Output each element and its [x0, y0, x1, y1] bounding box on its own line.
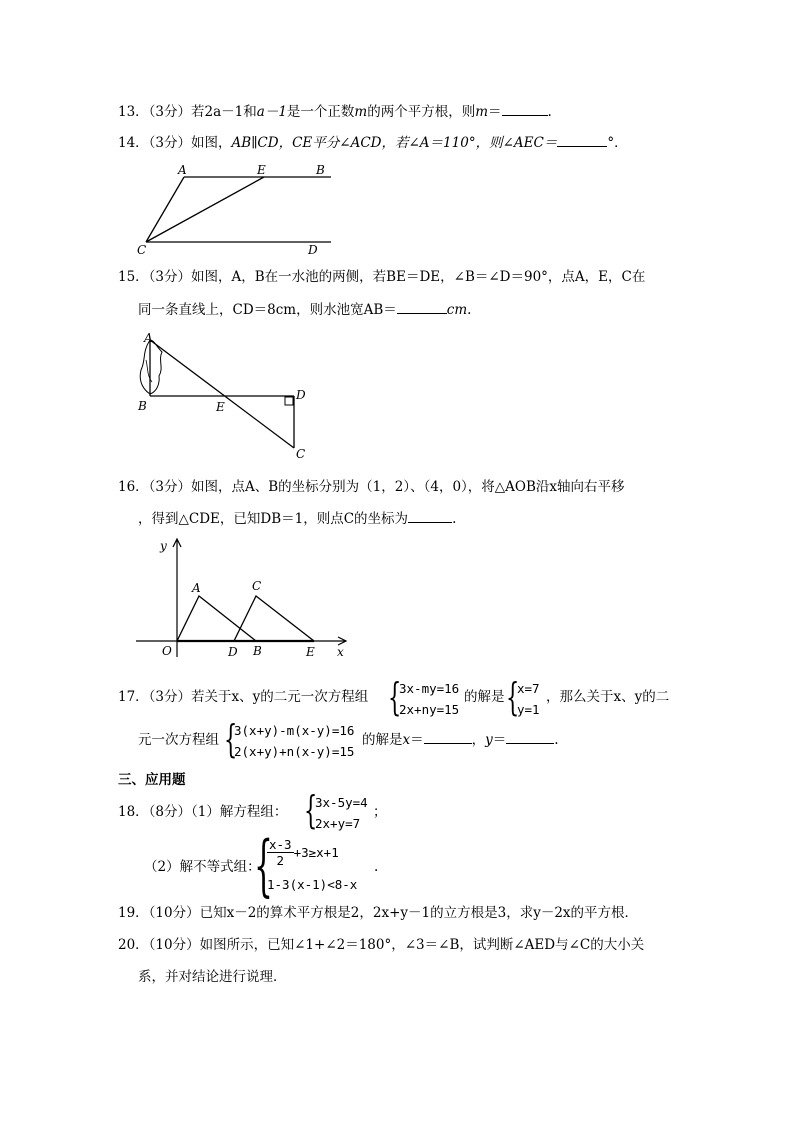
question-18-part2: （2）解不等式组：	[144, 859, 261, 875]
q13-expr1: 2a－1	[204, 104, 244, 120]
answer-blank[interactable]	[502, 103, 548, 116]
question-17-line1: 17．（3分）若关于x、y的二元一次方程组	[118, 689, 369, 705]
question-13: 13．（3分）若2a－1和a－1是一个正数m的两个平方根，则m＝ .	[118, 104, 552, 120]
answer-blank[interactable]	[557, 134, 607, 147]
question-14: 14．（3分）如图，AB∥CD，CE平分∠ACD，若∠A＝110°，则∠AEC＝ °．	[118, 135, 628, 151]
label-B: B	[138, 399, 147, 413]
question-18-part1: 18．（8分）（1）解方程组：	[118, 804, 288, 820]
q16-figure	[136, 535, 356, 665]
label-A: A	[192, 581, 201, 595]
left-brace: {	[388, 675, 402, 719]
question-15-line2: 同一条直线上，CD＝8cm，则水池宽AB＝ cm.	[138, 302, 472, 318]
label-O: O	[162, 644, 172, 658]
label-E: E	[257, 163, 266, 177]
label-D: D	[228, 645, 238, 659]
question-17-line2: 元一次方程组	[138, 732, 219, 748]
q17-system-1: 3x-my=16 2x+ny=15	[399, 681, 460, 717]
section-heading: 三、应用题	[118, 772, 186, 788]
label-E: E	[216, 400, 225, 414]
label-C: C	[252, 579, 262, 593]
question-16-line2: ，得到△CDE，已知DB＝1，则点C的坐标为 .	[138, 511, 457, 527]
q18-inequality-2: 1-3(x-1)<8-x	[267, 877, 358, 892]
label-x: x	[337, 645, 344, 659]
q14-figure	[136, 160, 336, 260]
question-19: 19．（10分）已知x－2的算术平方根是2，2x+y－1的立方根是3，求y－2x的平方根．	[118, 905, 639, 921]
answer-blank[interactable]	[397, 301, 447, 314]
label-A: A	[144, 331, 153, 345]
q15-figure	[134, 330, 314, 460]
left-brace: {	[224, 717, 238, 761]
label-y: y	[160, 539, 167, 553]
q17-system-2: 3(x+y)-m(x-y)=16 2(x+y)+n(x-y)=15	[234, 723, 355, 759]
left-brace: {	[506, 675, 520, 719]
label-D: D	[308, 243, 318, 257]
answer-blank-y[interactable]	[506, 731, 554, 744]
label-C: C	[296, 447, 306, 461]
label-E: E	[306, 645, 315, 659]
left-brace: {	[304, 788, 318, 832]
left-brace: {	[254, 827, 273, 904]
label-C: C	[137, 243, 147, 257]
question-16-line1: 16．（3分）如图，点A、B的坐标分别为（1，2）、（4，0），将△AOB沿x轴向右平移	[118, 479, 625, 495]
q18-system: 3x-5y=4 2x+y=7	[315, 795, 368, 831]
label-D: D	[296, 388, 306, 402]
label-A: A	[178, 163, 187, 177]
question-15-line1: 15．（3分）如图，A，B在一水池的两侧，若BE＝DE，∠B＝∠D＝90°，点A，E，C在	[118, 269, 646, 285]
label-B: B	[316, 163, 325, 177]
answer-blank-x[interactable]	[424, 731, 472, 744]
q17-solution: x=7 y=1	[517, 681, 540, 717]
answer-blank[interactable]	[408, 510, 452, 523]
label-B: B	[253, 644, 262, 658]
q18-inequality-1: $\frac{x-3}{2}$ +3≥x+1	[269, 837, 339, 868]
question-20-line2: 系，并对结论进行说理．	[138, 969, 287, 985]
question-20-line1: 20．（10分）如图所示，已知∠1+∠2＝180°，∠3＝∠B，试判断∠AED与∠C的大小关	[118, 937, 645, 953]
